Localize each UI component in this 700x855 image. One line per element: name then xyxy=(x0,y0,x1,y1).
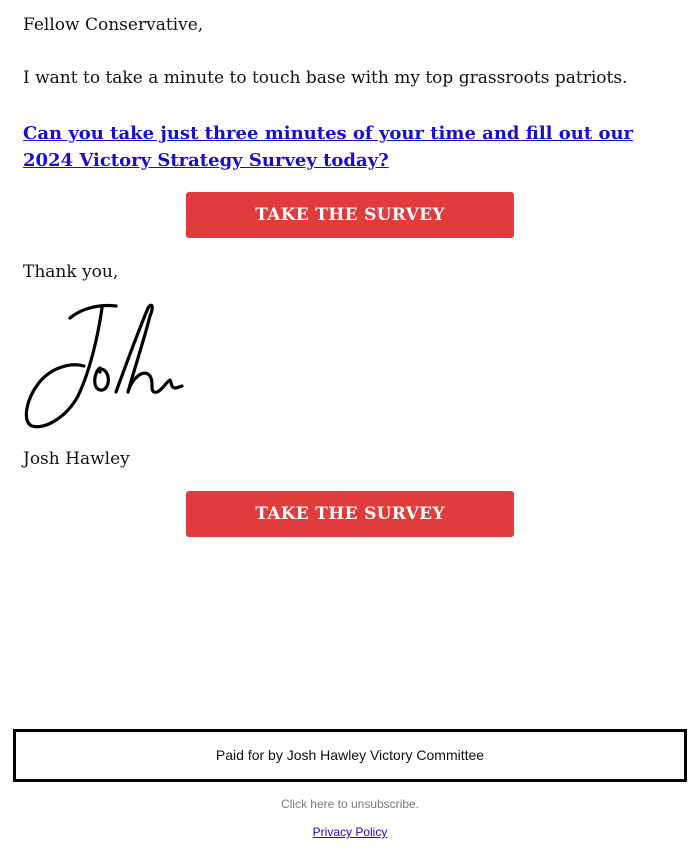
take-survey-button-top[interactable]: TAKE THE SURVEY xyxy=(186,192,514,238)
signature-icon xyxy=(20,296,185,436)
privacy-policy-link[interactable]: Privacy Policy xyxy=(312,825,388,839)
survey-cta-link[interactable]: Can you take just three minutes of your time and fill out our 2024 Victory Strategy Survey today? xyxy=(23,123,634,171)
paid-for-disclaimer: Paid for by Josh Hawley Victory Committee xyxy=(13,729,687,782)
privacy-policy-container xyxy=(0,824,700,840)
intro-paragraph: I want to take a minute to touch base with my top grassroots patriots. xyxy=(23,68,628,88)
signer-name: Josh Hawley xyxy=(23,449,130,469)
greeting-text: Fellow Conservative, xyxy=(23,15,204,35)
unsubscribe-link[interactable]: Click here to unsubscribe. xyxy=(280,797,420,811)
take-survey-button-bottom[interactable]: TAKE THE SURVEY xyxy=(186,491,514,537)
closing-text: Thank you, xyxy=(23,262,119,282)
